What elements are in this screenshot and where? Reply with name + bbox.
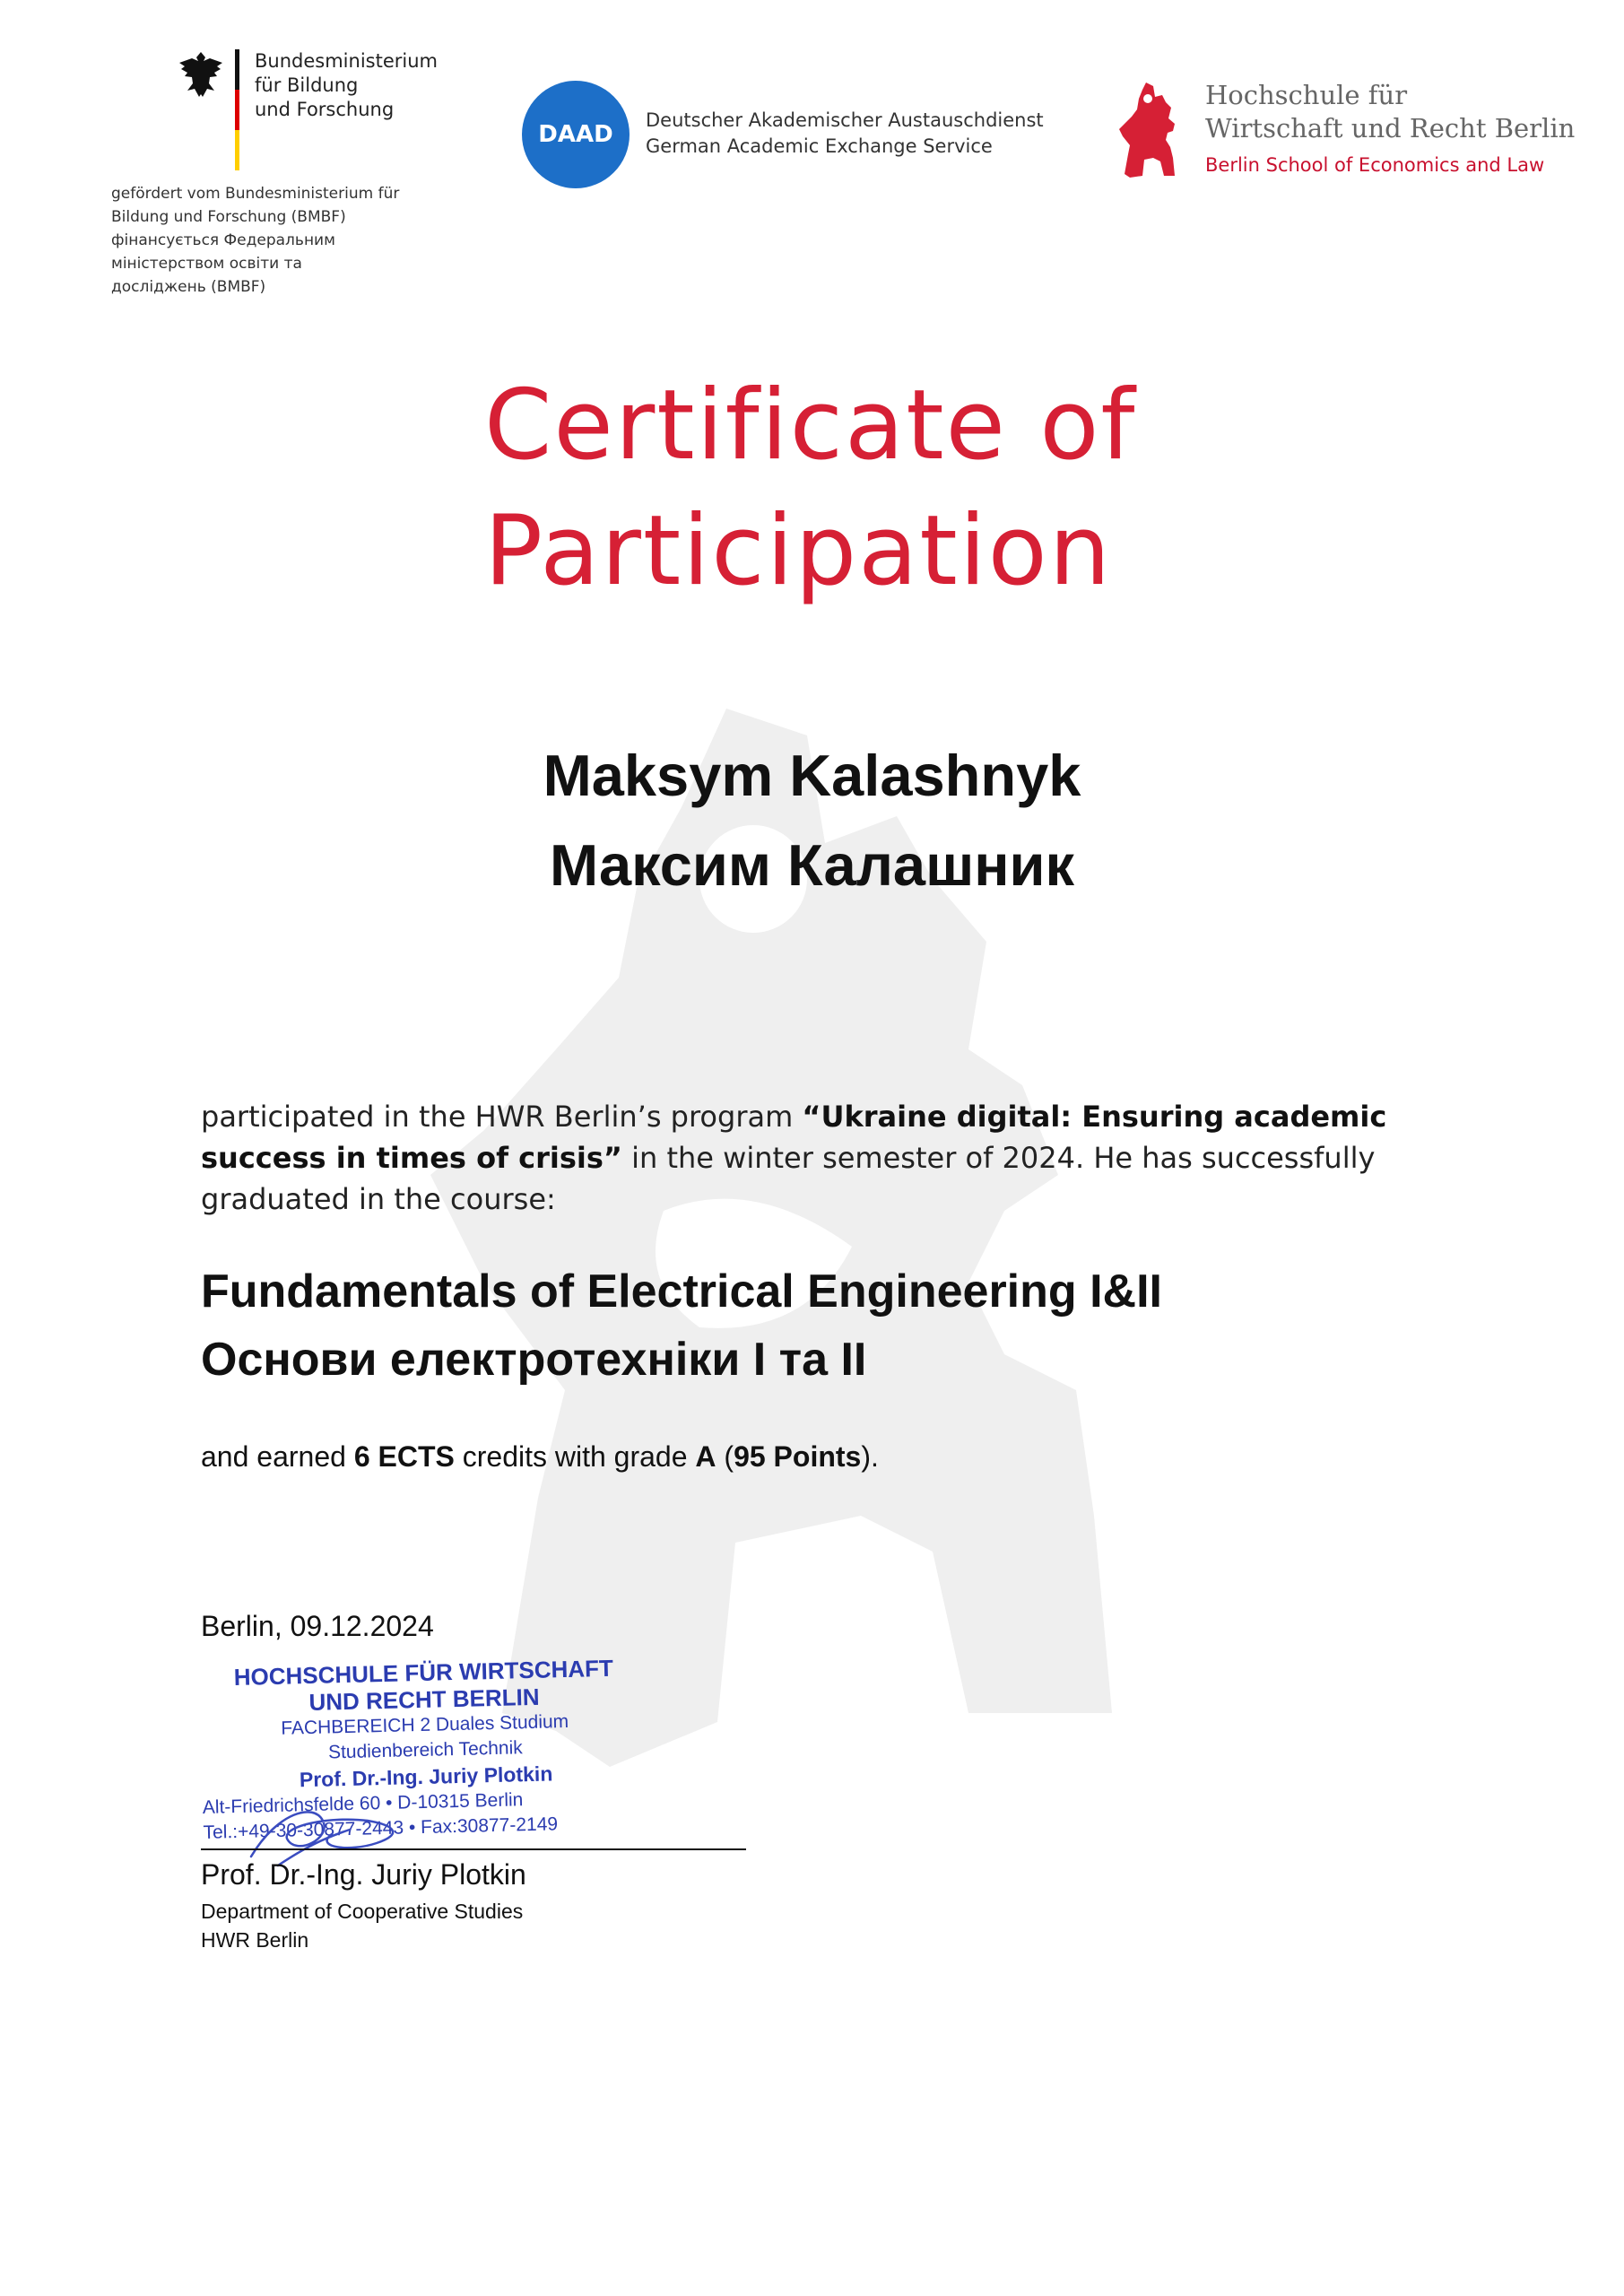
statement-rest: in the winter semester of 2024. He has successfully graduated in the course: bbox=[201, 1141, 1376, 1216]
berlin-bear-icon bbox=[1119, 83, 1177, 178]
course-title-uk: Основи електротехніки I та II bbox=[201, 1334, 867, 1386]
daad-name-en: German Academic Exchange Service bbox=[646, 135, 993, 157]
course-title-en: Fundamentals of Electrical Engineering I&II bbox=[201, 1265, 1162, 1318]
hwr-title-line2: Wirtschaft und Recht Berlin bbox=[1205, 113, 1576, 144]
course-title bbox=[201, 1257, 1456, 1394]
daad-logo: DAAD bbox=[522, 81, 630, 188]
signatory-department: Department of Cooperative Studies bbox=[201, 1900, 524, 1923]
german-flag-bar bbox=[235, 49, 239, 170]
signatory-name: Prof. Dr.-Ing. Juriy Plotkin bbox=[201, 1858, 526, 1891]
result-paren-open: ( bbox=[716, 1440, 734, 1473]
hwr-title bbox=[1205, 79, 1575, 145]
signatory-institution: HWR Berlin bbox=[201, 1928, 309, 1952]
result-middle: credits with grade bbox=[454, 1440, 696, 1473]
statement-intro: participated in the HWR Berlin’s program bbox=[201, 1100, 803, 1134]
certificate-title-line1: Certificate of bbox=[484, 370, 1137, 482]
recipient-name-cyrillic: Максим Калашник bbox=[550, 832, 1074, 898]
stamp-line3: FACHBEREICH 2 Duales Studium bbox=[281, 1710, 569, 1739]
stamp-line1: HOCHSCHULE FÜR WIRTSCHAFT bbox=[233, 1654, 614, 1692]
stamp-line7: Tel.:+49-30-30877-2443 • Fax:30877-2149 bbox=[203, 1813, 559, 1843]
ects-credits: 6 ECTS bbox=[353, 1440, 455, 1473]
certificate-title bbox=[484, 363, 1166, 614]
result-suffix: ). bbox=[861, 1440, 879, 1473]
signatory-affiliation bbox=[201, 1897, 523, 1954]
signature-line bbox=[201, 1848, 746, 1850]
stamp-line6: Alt-Friedrichsfelde 60 • D-10315 Berlin bbox=[202, 1789, 524, 1818]
daad-name-de: Deutscher Akademischer Austauschdienst bbox=[646, 109, 1044, 131]
points: 95 Points bbox=[734, 1440, 862, 1473]
recipient-names bbox=[0, 731, 1624, 910]
bmbf-name: Bundesministerium für Bildung und Forschung bbox=[255, 50, 438, 120]
hwr-subtitle: Berlin School of Economics and Law bbox=[1205, 154, 1545, 176]
recipient-name-latin: Maksym Kalashnyk bbox=[543, 743, 1081, 808]
result-statement bbox=[201, 1439, 879, 1474]
grade: A bbox=[695, 1440, 716, 1473]
participation-statement bbox=[201, 1096, 1429, 1220]
federal-eagle-icon bbox=[176, 49, 226, 100]
stamp-line5: Prof. Dr.-Ing. Juriy Plotkin bbox=[299, 1761, 553, 1792]
certificate-title-line2: Participation bbox=[484, 495, 1113, 607]
bmbf-funding-note: gefördert vom Bundesministerium für Bildung und Forschung (BMBF) фінансується Федеральним міністерством освіти та досліджень (BMBF) bbox=[111, 185, 400, 296]
place-date: Berlin, 09.12.2024 bbox=[201, 1610, 434, 1642]
stamp-line4: Studienbereich Technik bbox=[327, 1737, 524, 1763]
daad-name-block bbox=[646, 108, 1044, 160]
stamp-line2: UND RECHT BERLIN bbox=[308, 1683, 540, 1717]
program-name: “Ukraine digital: Ensuring academic success in times of crisis” bbox=[201, 1100, 1387, 1175]
hwr-title-line1: Hochschule für bbox=[1205, 80, 1408, 110]
result-prefix: and earned bbox=[201, 1440, 354, 1473]
